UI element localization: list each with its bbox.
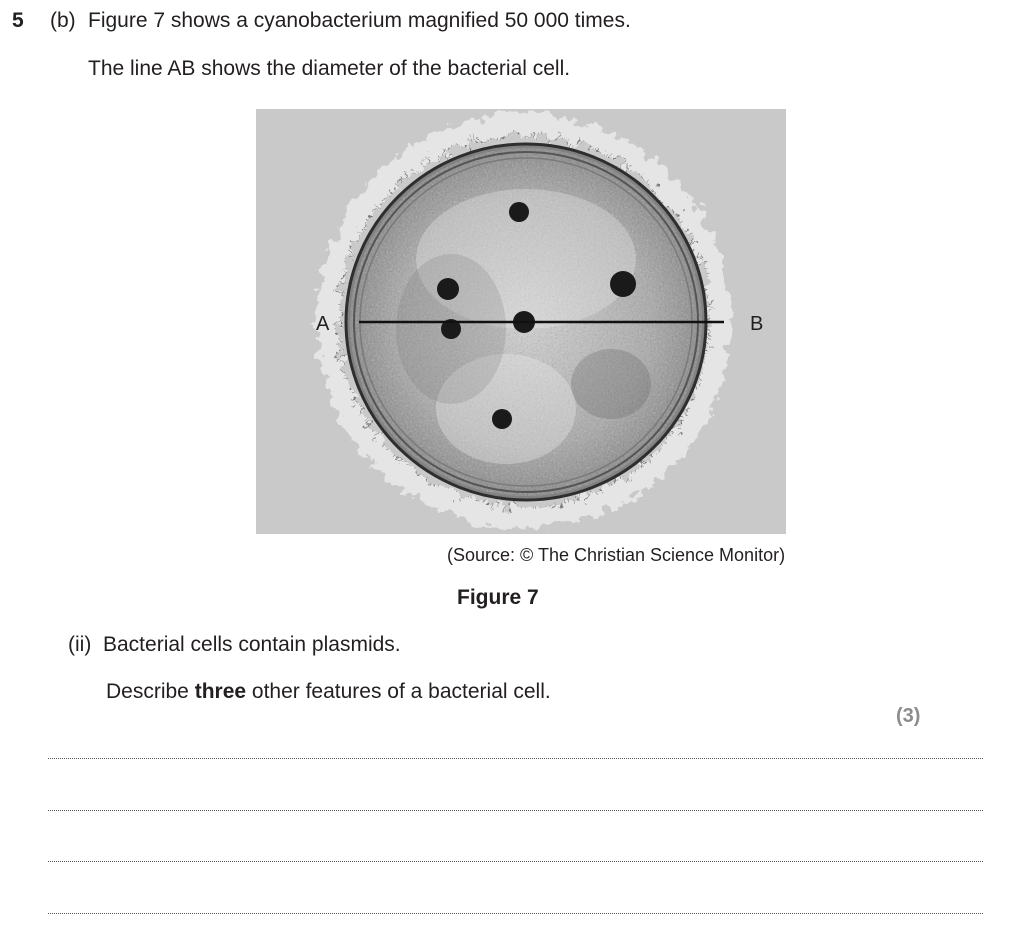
prompt-after: other features of a bacterial cell. [246,680,551,703]
answer-line[interactable] [48,861,983,862]
answer-line[interactable] [48,810,983,811]
answer-line[interactable] [48,758,983,759]
question-number: 5 [12,9,24,32]
cyanobacterium-micrograph [256,109,786,534]
question-part: (b) [50,9,76,32]
label-b: B [750,313,764,335]
prompt-bold: three [194,680,247,703]
question-intro: Figure 7 shows a cyanobacterium magnified 50 000 times. [88,9,631,32]
figure-source: (Source: © The Christian Science Monitor) [447,545,786,565]
subquestion-statement: Bacterial cells contain plasmids. [103,633,401,656]
answer-line[interactable] [48,913,983,914]
subquestion-prompt [106,680,551,704]
marks-available: (3) [896,705,921,727]
question-line-ab-text: The line AB shows the diameter of the bacterial cell. [88,57,571,80]
subquestion-text [68,633,401,657]
figure-caption: Figure 7 [457,586,539,609]
subquestion-number: (ii) [68,633,92,656]
label-a: A [316,313,330,335]
prompt-before: Describe [106,680,195,703]
